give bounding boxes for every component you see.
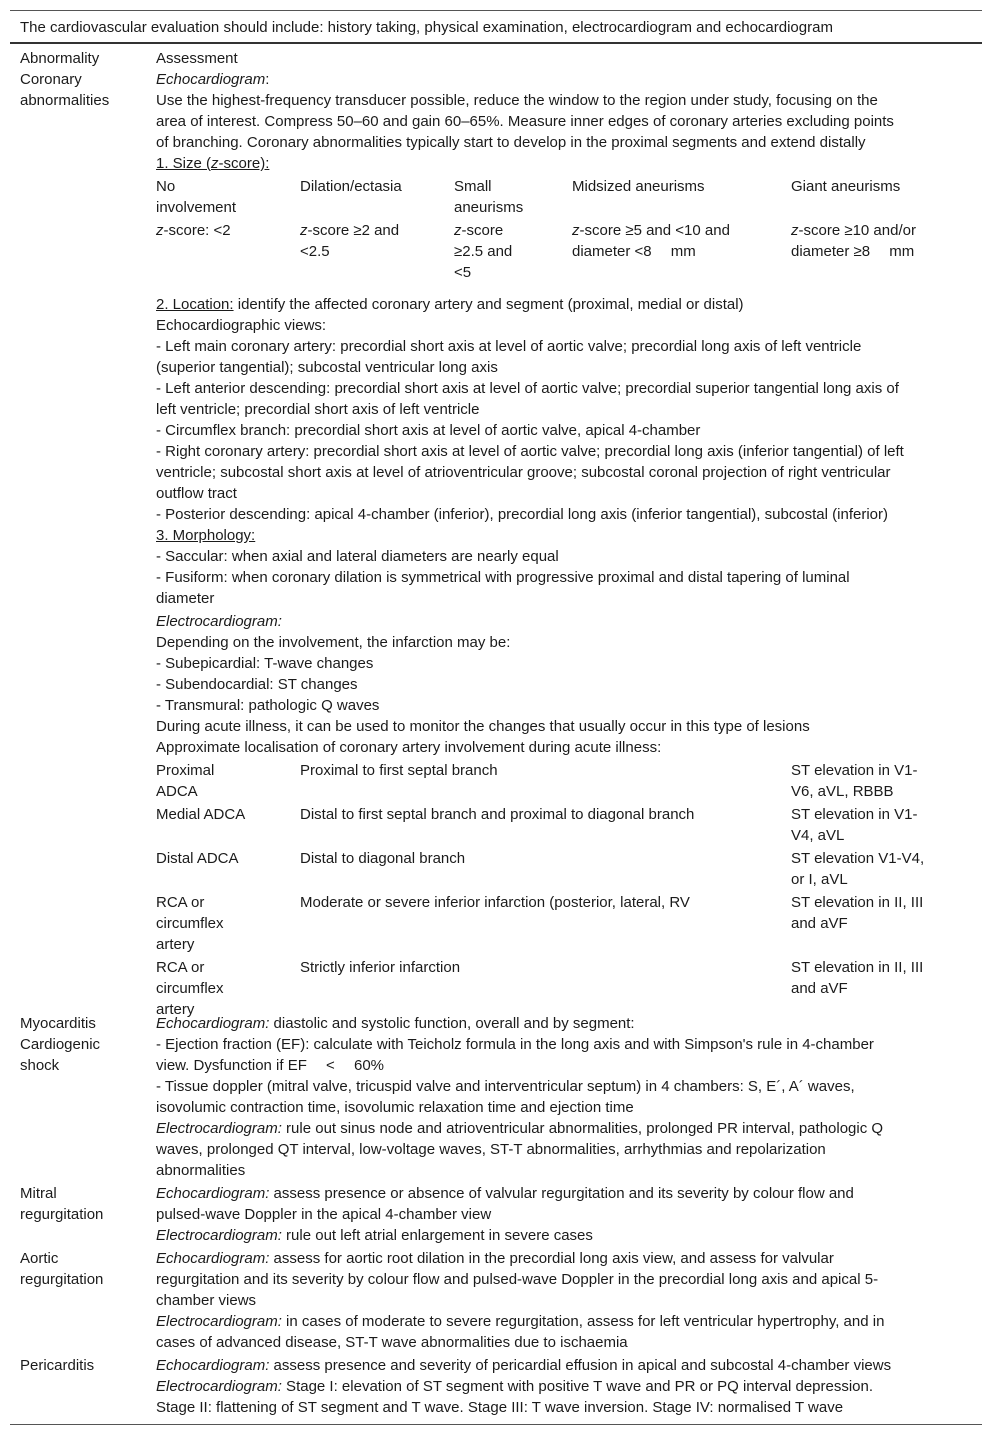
text-line: Approximate localisation of coronary artery involvement during acute illness: bbox=[156, 739, 662, 756]
echo-text: assess presence and severity of pericardial effusion in apical and subcostal 4-chamber views bbox=[269, 1357, 892, 1374]
text-line bbox=[156, 1225, 956, 1246]
text-line: isovolumic contraction time, isovolumic relaxation time and ejection time bbox=[156, 1099, 634, 1116]
label-line: abnormalities bbox=[20, 92, 110, 109]
text-line: cases of advanced disease, ST-T wave abnormalities due to ischaemia bbox=[156, 1334, 628, 1351]
morphology-heading-label: 3. Morphology: bbox=[156, 527, 256, 544]
ecg-title: Electrocardiogram: bbox=[156, 1378, 282, 1395]
text-line: Echocardiographic views: bbox=[156, 317, 327, 334]
cell-line: or I, aVL bbox=[791, 871, 848, 888]
text-line bbox=[156, 1013, 956, 1034]
artery-cell bbox=[156, 804, 296, 825]
cell-line: artery bbox=[156, 936, 195, 953]
cell-line: circumflex bbox=[156, 915, 224, 932]
artery-desc-cell bbox=[300, 957, 780, 978]
cell-line: ≥2.5 and bbox=[454, 243, 513, 260]
text-line: - Transmural: pathologic Q waves bbox=[156, 697, 380, 714]
cell-line: z-score ≥2 and bbox=[300, 222, 400, 239]
text-line bbox=[156, 1183, 956, 1204]
text-line: - Subendocardial: ST changes bbox=[156, 676, 358, 693]
artery-row bbox=[156, 804, 956, 848]
artery-desc-cell bbox=[300, 892, 780, 913]
echo-title: Echocardiogram bbox=[156, 71, 266, 88]
echo-text: assess presence or absence of valvular regurgitation and its severity by colour flow and bbox=[269, 1185, 854, 1202]
text-line: abnormalities bbox=[156, 1162, 246, 1179]
cell-line: Distal to diagonal branch bbox=[300, 850, 466, 867]
text-line bbox=[156, 1311, 956, 1332]
artery-desc-cell bbox=[300, 848, 780, 869]
cell-line: ST elevation in II, III bbox=[791, 894, 924, 911]
artery-desc-cell bbox=[300, 804, 780, 825]
cell-line: ADCA bbox=[156, 783, 198, 800]
label-line: Myocarditis bbox=[20, 1015, 96, 1032]
text-line: view. Dysfunction if EF < 60% bbox=[156, 1057, 385, 1074]
echo-title: Echocardiogram: bbox=[156, 1185, 270, 1202]
table-caption bbox=[10, 11, 982, 44]
cell-line: V6, aVL, RBBB bbox=[791, 783, 894, 800]
label-line: Pericarditis bbox=[20, 1357, 95, 1374]
zscore-col-header bbox=[572, 176, 784, 197]
cell-line: ST elevation in V1- bbox=[791, 806, 918, 823]
text-line: Depending on the involvement, the infarction may be: bbox=[156, 634, 511, 651]
ecg-title: Electrocardiogram: bbox=[156, 613, 282, 630]
artery-row bbox=[156, 760, 956, 804]
text-line: left ventricle; precordial short axis of left ventricle bbox=[156, 401, 480, 418]
artery-st-cell bbox=[791, 804, 951, 846]
zscore-col-header bbox=[300, 176, 446, 197]
cell-line: Midsized aneurisms bbox=[572, 178, 705, 195]
text-line: ventricle; subcostal short axis at level of atrioventricular groove; subcostal coronal projection of right ventricular bbox=[156, 464, 891, 481]
echo-text: assess for aortic root dilation in the precordial long axis view, and assess for valvular bbox=[269, 1250, 834, 1267]
text-line: waves, prolonged QT interval, low-voltage waves, ST-T abnormalities, arrhythmias and repolarization bbox=[156, 1141, 826, 1158]
cell-line: Strictly inferior infarction bbox=[300, 959, 461, 976]
label-line: Mitral bbox=[20, 1185, 57, 1202]
row-label-pericarditis bbox=[20, 1355, 150, 1376]
mitral-assessment bbox=[156, 1183, 956, 1246]
cell-line: aneurisms bbox=[454, 199, 524, 216]
zscore-col-header bbox=[156, 176, 296, 218]
cell-line: artery bbox=[156, 1001, 195, 1018]
caption-text: The cardiovascular evaluation should include: history taking, physical examination, electrocardiogram and echocardiogram bbox=[20, 19, 833, 36]
zscore-cell bbox=[791, 220, 951, 262]
myocarditis-assessment bbox=[156, 1013, 956, 1181]
header-assessment: Assessment bbox=[156, 50, 238, 67]
echo-title: Echocardiogram: bbox=[156, 1015, 270, 1032]
text-line: - Tissue doppler (mitral valve, tricuspid valve and interventricular septum) in 4 chambers: S, E´, A´ waves, bbox=[156, 1078, 855, 1095]
artery-st-cell bbox=[791, 957, 951, 999]
artery-st-cell bbox=[791, 848, 951, 890]
label-line: regurgitation bbox=[20, 1206, 104, 1223]
cell-line: Medial ADCA bbox=[156, 806, 246, 823]
ecg-text: rule out sinus node and atrioventricular abnormalities, prolonged PR interval, pathologic Q bbox=[281, 1120, 884, 1137]
echo-title: Echocardiogram: bbox=[156, 1250, 270, 1267]
ecg-title: Electrocardiogram: bbox=[156, 1120, 282, 1137]
text-line: - Ejection fraction (EF): calculate with Teicholz formula in the long axis and with Simpson's rule in 4-chamber bbox=[156, 1036, 874, 1053]
text-line: area of interest. Compress 50–60 and gain 60–65%. Measure inner edges of coronary arteries excluding points bbox=[156, 113, 894, 130]
text-line: regurgitation and its severity by colour flow and pulsed-wave Doppler in the precordial long axis and apical 5- bbox=[156, 1271, 879, 1288]
label-line: shock bbox=[20, 1057, 60, 1074]
cell-line: and aVF bbox=[791, 980, 848, 997]
size-heading bbox=[156, 153, 956, 174]
text-line: chamber views bbox=[156, 1292, 257, 1309]
row-label-mitral bbox=[20, 1183, 150, 1225]
cell-line: RCA or bbox=[156, 959, 205, 976]
ecg-text: in cases of moderate to severe regurgitation, assess for left ventricular hypertrophy, and in bbox=[281, 1313, 885, 1330]
cell-line: ST elevation in II, III bbox=[791, 959, 924, 976]
zscore-cell bbox=[300, 220, 446, 262]
text-line: (superior tangential); subcostal ventricular long axis bbox=[156, 359, 498, 376]
text-line: of branching. Coronary abnormalities typically start to develop in the proximal segments and extend distally bbox=[156, 134, 866, 151]
text-line: - Subepicardial: T-wave changes bbox=[156, 655, 374, 672]
cell-line: <2.5 bbox=[300, 243, 330, 260]
text-line: - Left anterior descending: precordial short axis at level of aortic valve; precordial superior tangential long axis of bbox=[156, 380, 899, 397]
cell-line: Small bbox=[454, 178, 492, 195]
cell-line: diameter ≥8 mm bbox=[791, 243, 915, 260]
row-label-aortic bbox=[20, 1248, 150, 1290]
text-line: Use the highest-frequency transducer possible, reduce the window to the region under study, focusing on the bbox=[156, 92, 878, 109]
text-line: - Fusiform: when coronary dilation is symmetrical with progressive proximal and distal tapering of luminal bbox=[156, 569, 850, 586]
text-line: During acute illness, it can be used to monitor the changes that usually occur in this type of lesions bbox=[156, 718, 810, 735]
cell-line: Proximal bbox=[156, 762, 215, 779]
cell-line: z-score ≥5 and <10 and bbox=[572, 222, 730, 239]
coronary-assessment bbox=[156, 69, 956, 1023]
cell-line: V4, aVL bbox=[791, 827, 845, 844]
ecg-text: Stage I: elevation of ST segment with positive T wave and PR or PQ interval depression. bbox=[281, 1378, 874, 1395]
aortic-assessment bbox=[156, 1248, 956, 1353]
cell-line: <5 bbox=[454, 264, 472, 281]
cell-line: Distal to first septal branch and proximal to diagonal branch bbox=[300, 806, 695, 823]
row-label-myocarditis bbox=[20, 1013, 150, 1076]
artery-st-cell bbox=[791, 892, 951, 934]
zscore-cell bbox=[454, 220, 564, 283]
cell-line: z-score: <2 bbox=[156, 222, 231, 239]
text-line bbox=[156, 1118, 956, 1139]
assessment-table bbox=[10, 10, 982, 1425]
cell-line: circumflex bbox=[156, 980, 224, 997]
cell-line: RCA or bbox=[156, 894, 205, 911]
artery-cell bbox=[156, 760, 296, 802]
text-line bbox=[156, 1355, 956, 1376]
size-heading-post: -score): bbox=[218, 155, 270, 172]
artery-row bbox=[156, 892, 956, 957]
artery-row bbox=[156, 848, 956, 892]
artery-cell bbox=[156, 892, 296, 955]
echo-heading: Echocardiogram: bbox=[156, 71, 270, 88]
cell-line: z-score bbox=[454, 222, 504, 239]
cell-line: ST elevation V1-V4, bbox=[791, 850, 925, 867]
cell-line: and aVF bbox=[791, 915, 848, 932]
artery-st-cell bbox=[791, 760, 951, 802]
echo-text: diastolic and systolic function, overall and by segment: bbox=[269, 1015, 635, 1032]
location-heading bbox=[156, 294, 956, 315]
text-line: Stage II: flattening of ST segment and T wave. Stage III: T wave inversion. Stage IV: normalised T wave bbox=[156, 1399, 844, 1416]
ecg-title: Electrocardiogram: bbox=[156, 1313, 282, 1330]
echo-title: Echocardiogram: bbox=[156, 1357, 270, 1374]
text-line: - Saccular: when axial and lateral diameters are nearly equal bbox=[156, 548, 559, 565]
cell-line: ST elevation in V1- bbox=[791, 762, 918, 779]
cell-line: Moderate or severe inferior infarction (posterior, lateral, RV bbox=[300, 894, 690, 911]
text-line: - Right coronary artery: precordial short axis at level of aortic valve; precordial long axis (inferior tangential) of left bbox=[156, 443, 904, 460]
location-heading-text: identify the affected coronary artery and segment (proximal, medial or distal) bbox=[233, 296, 744, 313]
label-line: regurgitation bbox=[20, 1271, 104, 1288]
cell-line: involvement bbox=[156, 199, 237, 216]
text-line: diameter bbox=[156, 590, 215, 607]
zscore-value-row bbox=[156, 220, 956, 286]
cell-line: diameter <8 mm bbox=[572, 243, 696, 260]
row-label-coronary bbox=[20, 69, 150, 111]
ecg-title: Electrocardiogram: bbox=[156, 1227, 282, 1244]
artery-desc-cell bbox=[300, 760, 780, 781]
text-line: - Posterior descending: apical 4-chamber (inferior), precordial long axis (inferior tangential), subcostal (inferior) bbox=[156, 506, 888, 523]
text-line bbox=[156, 1248, 956, 1269]
pericarditis-assessment bbox=[156, 1355, 956, 1418]
zscore-cell bbox=[572, 220, 784, 262]
cell-line: Giant aneurisms bbox=[791, 178, 901, 195]
cell-line: z-score ≥10 and/or bbox=[791, 222, 916, 239]
morphology-heading bbox=[156, 525, 956, 546]
zscore-cell bbox=[156, 220, 296, 241]
label-line: Aortic bbox=[20, 1250, 59, 1267]
location-heading-label: 2. Location: bbox=[156, 296, 234, 313]
label-line: Coronary bbox=[20, 71, 82, 88]
cell-line: No bbox=[156, 178, 176, 195]
size-heading-pre: 1. Size ( bbox=[156, 155, 212, 172]
size-heading-z: z bbox=[211, 155, 219, 172]
ecg-text: rule out left atrial enlargement in severe cases bbox=[281, 1227, 593, 1244]
zscore-col-header bbox=[454, 176, 564, 218]
cell-line: Dilation/ectasia bbox=[300, 178, 402, 195]
zscore-col-header bbox=[791, 176, 951, 197]
cell-line: Distal ADCA bbox=[156, 850, 239, 867]
text-line: - Left main coronary artery: precordial short axis at level of aortic valve; precordial long axis of left ventricle bbox=[156, 338, 862, 355]
cell-line: Proximal to first septal branch bbox=[300, 762, 498, 779]
text-line: pulsed-wave Doppler in the apical 4-chamber view bbox=[156, 1206, 492, 1223]
header-abnormality: Abnormality bbox=[20, 50, 100, 67]
label-line: Cardiogenic bbox=[20, 1036, 101, 1053]
zscore-header-row bbox=[156, 176, 956, 220]
text-line bbox=[156, 1376, 956, 1397]
text-line: - Circumflex branch: precordial short axis at level of aortic valve, apical 4-chamber bbox=[156, 422, 701, 439]
artery-cell bbox=[156, 848, 296, 869]
artery-cell bbox=[156, 957, 296, 1020]
text-line: outflow tract bbox=[156, 485, 237, 502]
